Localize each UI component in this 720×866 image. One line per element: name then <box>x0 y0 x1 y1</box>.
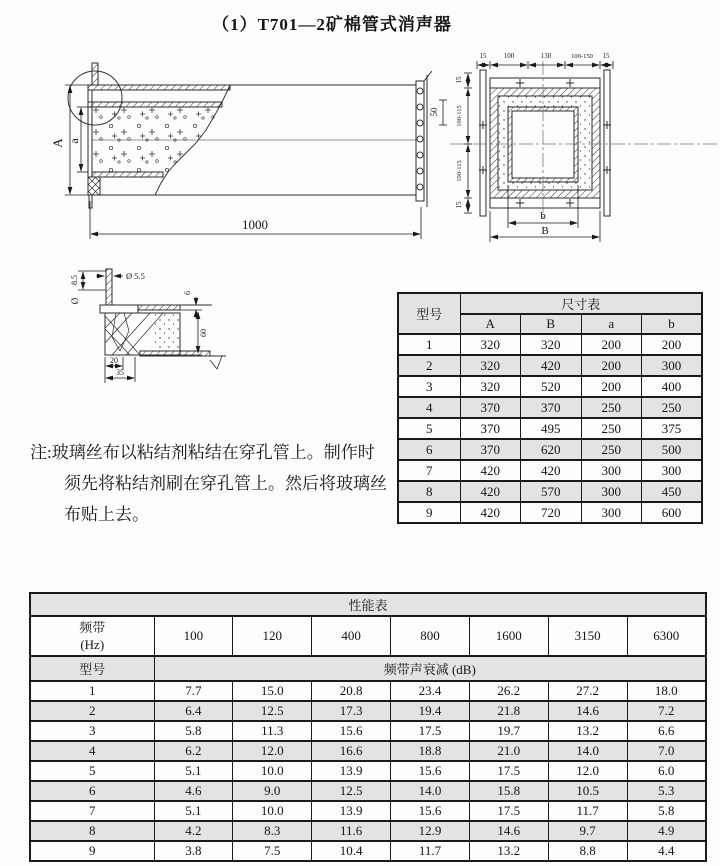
value-cell: 6.0 <box>627 761 706 781</box>
value-cell: 11.7 <box>391 841 470 861</box>
dim-label-B: B <box>541 225 549 237</box>
value-cell: 10.0 <box>233 801 312 821</box>
table-row <box>398 439 702 460</box>
column-header: A <box>460 314 521 334</box>
value-cell: 3.8 <box>154 841 233 861</box>
value-cell: 370 <box>460 397 521 418</box>
value-cell: 10.5 <box>548 781 627 801</box>
value-cell: 370 <box>460 418 521 439</box>
value-cell: 9.7 <box>548 821 627 841</box>
dim-top-15l: 15 <box>479 52 487 60</box>
frequency-header: 3150 <box>548 616 627 656</box>
value-cell: 495 <box>521 418 582 439</box>
model-cell: 4 <box>30 741 154 761</box>
frequency-header: 800 <box>391 616 470 656</box>
page-title: （1）T701—2矿棉管式消声器 <box>212 15 452 34</box>
value-cell: 10.4 <box>312 841 391 861</box>
model-cell: 8 <box>398 481 460 502</box>
value-cell: 17.5 <box>391 721 470 741</box>
model-cell: 7 <box>30 801 154 821</box>
cross-section-drawing <box>448 45 720 260</box>
value-cell: 5.8 <box>627 801 706 821</box>
value-cell: 6.4 <box>154 701 233 721</box>
note-line: 注:玻璃丝布以粘结剂粘结在穿孔管上。制作时 <box>30 443 375 462</box>
value-cell: 19.7 <box>469 721 548 741</box>
value-cell: 7.5 <box>233 841 312 861</box>
value-cell: 320 <box>460 376 521 397</box>
table-row <box>30 821 706 841</box>
freq-label: 频带 <box>79 620 106 635</box>
value-cell: 23.4 <box>391 681 470 701</box>
value-cell: 720 <box>521 502 582 523</box>
value-cell: 20.8 <box>312 681 391 701</box>
value-cell: 4.6 <box>154 781 233 801</box>
dimension-lines <box>78 271 202 383</box>
detail-body <box>100 269 226 369</box>
dim-label-8-5: 8.5 <box>70 275 79 285</box>
value-cell: 18.8 <box>391 741 470 761</box>
dim-left-15b: 15 <box>455 201 463 209</box>
value-cell: 11.3 <box>233 721 312 741</box>
model-cell: 9 <box>30 841 154 861</box>
model-cell: 6 <box>398 439 460 460</box>
table-row <box>30 701 706 721</box>
table-row <box>398 460 702 481</box>
value-cell: 250 <box>581 397 642 418</box>
note-text <box>30 437 387 530</box>
value-cell: 17.5 <box>469 761 548 781</box>
value-cell: 420 <box>460 460 521 481</box>
dim-label-6: 6 <box>183 291 192 295</box>
frequency-header: 1600 <box>469 616 548 656</box>
value-cell: 300 <box>581 502 642 523</box>
value-cell: 450 <box>642 481 703 502</box>
value-cell: 5.8 <box>154 721 233 741</box>
model-cell: 1 <box>398 334 460 355</box>
dim-label-A: A <box>50 138 65 148</box>
value-cell: 520 <box>521 376 582 397</box>
value-cell: 14.0 <box>391 781 470 801</box>
dim-label-a: a <box>67 138 81 144</box>
value-cell: 11.7 <box>548 801 627 821</box>
column-header: a <box>581 314 642 334</box>
duct-body-lines <box>88 63 432 208</box>
table-row <box>398 481 702 502</box>
value-cell: 5.1 <box>154 801 233 821</box>
value-cell: 6.6 <box>627 721 706 741</box>
value-cell: 200 <box>581 376 642 397</box>
model-cell: 3 <box>398 376 460 397</box>
dim-left-100-115t: 100-115 <box>456 105 463 127</box>
value-cell: 10.0 <box>233 761 312 781</box>
table-row <box>398 418 702 439</box>
value-cell: 600 <box>642 502 703 523</box>
value-cell: 250 <box>581 439 642 460</box>
column-header: B <box>521 314 582 334</box>
value-cell: 13.9 <box>312 801 391 821</box>
model-cell: 5 <box>30 761 154 781</box>
model-cell: 7 <box>398 460 460 481</box>
frequency-header: 400 <box>312 616 391 656</box>
table-row <box>30 721 706 741</box>
value-cell: 370 <box>521 397 582 418</box>
table-row <box>30 781 706 801</box>
value-cell: 250 <box>642 397 703 418</box>
value-cell: 420 <box>460 481 521 502</box>
value-cell: 13.2 <box>469 841 548 861</box>
value-cell: 200 <box>642 334 703 355</box>
value-cell: 320 <box>460 334 521 355</box>
perf-table-title: 性能表 <box>30 593 706 616</box>
dim-table-title: 尺寸表 <box>460 293 702 314</box>
value-cell: 200 <box>581 334 642 355</box>
value-cell: 13.9 <box>312 761 391 781</box>
value-cell: 14.6 <box>469 821 548 841</box>
value-cell: 21.8 <box>469 701 548 721</box>
dim-left-100-115b: 100-115 <box>456 160 463 182</box>
section-walls <box>480 70 610 216</box>
value-cell: 370 <box>460 439 521 460</box>
value-cell: 5.3 <box>627 781 706 801</box>
dimension-table <box>397 292 703 524</box>
frequency-header: 6300 <box>627 616 706 656</box>
value-cell: 19.4 <box>391 701 470 721</box>
value-cell: 9.0 <box>233 781 312 801</box>
dim-top-130: 130 <box>540 52 552 60</box>
main-drawing <box>50 55 450 260</box>
value-cell: 500 <box>642 439 703 460</box>
value-cell: 15.0 <box>233 681 312 701</box>
value-cell: 15.6 <box>312 721 391 741</box>
frequency-header: 120 <box>233 616 312 656</box>
detail-drawing <box>50 263 235 421</box>
value-cell: 27.2 <box>548 681 627 701</box>
table-row <box>30 681 706 701</box>
dim-top-100: 100 <box>503 52 515 60</box>
freq-unit: (Hz) <box>80 637 105 652</box>
table-row <box>30 801 706 821</box>
dim-label-length: 1000 <box>242 217 268 232</box>
model-cell: 4 <box>398 397 460 418</box>
value-cell: 320 <box>460 355 521 376</box>
value-cell: 375 <box>642 418 703 439</box>
value-cell: 11.6 <box>312 821 391 841</box>
value-cell: 21.0 <box>469 741 548 761</box>
model-cell: 3 <box>30 721 154 741</box>
note-line: 布贴上去。 <box>64 505 149 524</box>
value-cell: 4.9 <box>627 821 706 841</box>
value-cell: 7.0 <box>627 741 706 761</box>
value-cell: 4.4 <box>627 841 706 861</box>
value-cell: 420 <box>521 355 582 376</box>
performance-table <box>29 592 707 862</box>
value-cell: 12.0 <box>233 741 312 761</box>
value-cell: 570 <box>521 481 582 502</box>
value-cell: 8.3 <box>233 821 312 841</box>
table-row <box>30 761 706 781</box>
dim-label-hole-dia: Ø 5.5 <box>126 271 145 281</box>
value-cell: 200 <box>581 355 642 376</box>
table-row <box>398 355 702 376</box>
dim-label-20: 20 <box>110 356 118 365</box>
value-cell: 13.2 <box>548 721 627 741</box>
dim-label-35: 35 <box>116 368 124 377</box>
model-cell: 5 <box>398 418 460 439</box>
model-cell: 8 <box>30 821 154 841</box>
value-cell: 7.7 <box>154 681 233 701</box>
value-cell: 400 <box>642 376 703 397</box>
table-row <box>398 502 702 523</box>
dim-label-bolt-spacing: 50 <box>429 107 439 117</box>
model-cell: 6 <box>30 781 154 801</box>
model-cell: 9 <box>398 502 460 523</box>
value-cell: 12.5 <box>233 701 312 721</box>
dim-left-15t: 15 <box>455 76 463 84</box>
column-header: b <box>642 314 703 334</box>
value-cell: 8.8 <box>548 841 627 861</box>
dim-top-15r: 15 <box>602 52 610 60</box>
value-cell: 15.6 <box>391 801 470 821</box>
value-cell: 12.0 <box>548 761 627 781</box>
model-cell: 2 <box>30 701 154 721</box>
value-cell: 12.9 <box>391 821 470 841</box>
value-cell: 320 <box>521 334 582 355</box>
table-row <box>30 741 706 761</box>
value-cell: 26.2 <box>469 681 548 701</box>
value-cell: 300 <box>642 460 703 481</box>
value-cell: 12.5 <box>312 781 391 801</box>
value-cell: 17.5 <box>469 801 548 821</box>
model-cell: 1 <box>30 681 154 701</box>
attenuation-header: 频带声衰减 (dB) <box>154 656 706 681</box>
table-row <box>398 334 702 355</box>
value-cell: 6.2 <box>154 741 233 761</box>
value-cell: 5.1 <box>154 761 233 781</box>
value-cell: 14.0 <box>548 741 627 761</box>
model-cell: 2 <box>398 355 460 376</box>
value-cell: 17.3 <box>312 701 391 721</box>
value-cell: 4.2 <box>154 821 233 841</box>
value-cell: 14.6 <box>548 701 627 721</box>
value-cell: 7.2 <box>627 701 706 721</box>
value-cell: 250 <box>581 418 642 439</box>
value-cell: 300 <box>581 460 642 481</box>
table-row <box>398 397 702 418</box>
flange-bolt-holes <box>417 88 423 190</box>
diameter-symbol: Ø <box>70 297 80 305</box>
table-row <box>30 841 706 861</box>
table-row <box>398 376 702 397</box>
model-header: 型号 <box>30 656 154 681</box>
value-cell: 300 <box>642 355 703 376</box>
note-line: 须先将粘结剂刷在穿孔管上。然后将玻璃丝 <box>64 474 387 493</box>
dim-top-100-150: 100-150 <box>571 53 593 60</box>
value-cell: 16.6 <box>312 741 391 761</box>
value-cell: 620 <box>521 439 582 460</box>
freq-band-header <box>30 616 154 656</box>
value-cell: 420 <box>460 502 521 523</box>
value-cell: 15.8 <box>469 781 548 801</box>
value-cell: 420 <box>521 460 582 481</box>
value-cell: 300 <box>581 481 642 502</box>
model-header: 型号 <box>398 293 460 334</box>
value-cell: 18.0 <box>627 681 706 701</box>
frequency-header: 100 <box>154 616 233 656</box>
dim-label-60: 60 <box>199 329 208 337</box>
dim-label-b: b <box>540 210 546 222</box>
value-cell: 15.6 <box>391 761 470 781</box>
